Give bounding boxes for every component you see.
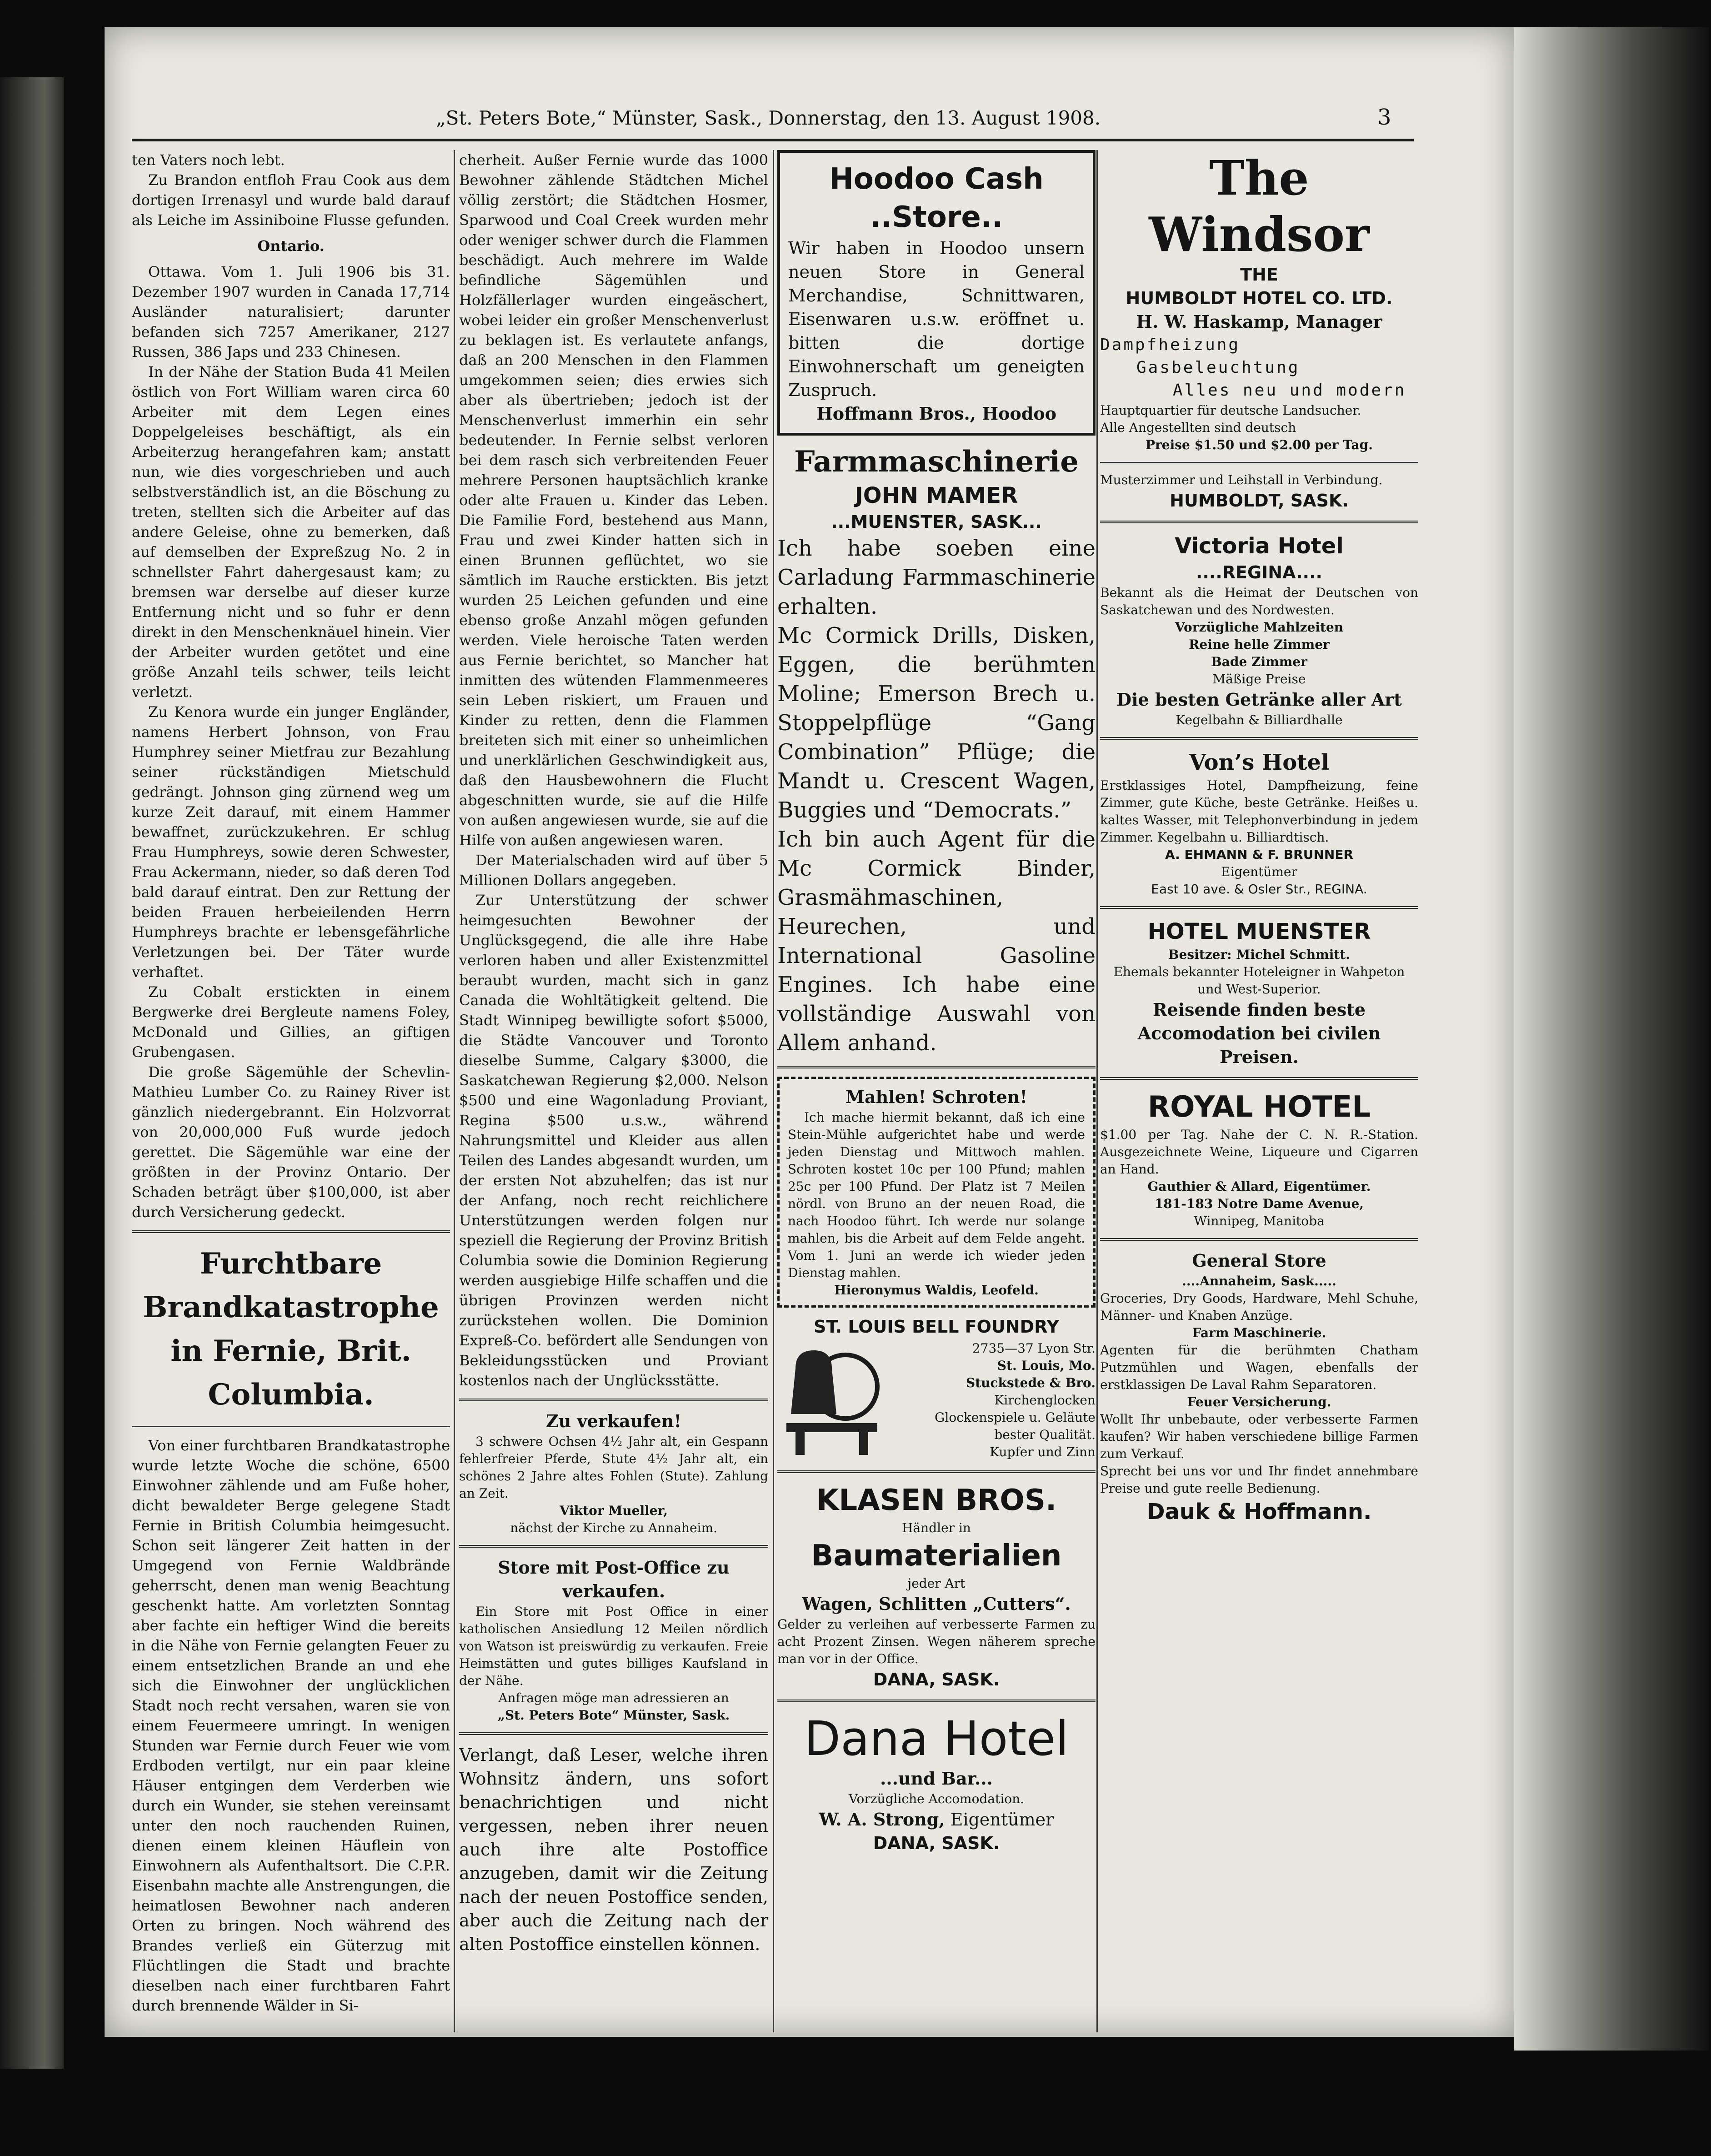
ad-line: Farm Maschinerie. <box>1192 1325 1326 1340</box>
article-text: ten Vaters noch lebt. <box>132 151 285 169</box>
ad-role: Eigentümer <box>1221 864 1297 879</box>
masthead-line: „St. Peters Bote,“ Münster, Sask., Donnerstag, den 13. August 1908. <box>435 107 1101 129</box>
header-rule <box>132 139 1414 141</box>
ad-title: Mahlen! Schroten! <box>845 1087 1028 1107</box>
ad-title: General Store <box>1192 1250 1326 1271</box>
ad-line: Glockenspiele u. Geläute <box>935 1410 1096 1425</box>
ad-name: Viktor Mueller, <box>559 1503 668 1518</box>
page-number: 3 <box>1377 105 1391 130</box>
article-text: Der Materialschaden wird auf über 5 Millionen Dollars angegeben. <box>459 852 768 889</box>
divider <box>132 1230 450 1233</box>
ad-address: East 10 ave. & Osler Str., REGINA. <box>1151 882 1367 897</box>
newspaper-page <box>105 27 1514 2037</box>
ad-title: ROYAL HOTEL <box>1147 1090 1371 1124</box>
ad-line: HUMBOLDT HOTEL CO. LTD. <box>1126 288 1393 308</box>
ad-line: Hauptquartier für deutsche Landsucher. <box>1100 403 1361 418</box>
ad-line: Kegelbahn & Billiardhalle <box>1176 712 1343 727</box>
ad-title: HOTEL MUENSTER <box>1147 919 1371 944</box>
ad-line: Alles neu und modern <box>1173 381 1406 400</box>
ad-st-louis-bell-foundry <box>777 1315 1096 1462</box>
column-4 <box>1100 150 1418 2032</box>
ad-line: Gasbeleuchtung <box>1136 358 1300 377</box>
bell-illustration-icon <box>777 1341 882 1459</box>
column-3 <box>777 150 1096 2032</box>
ad-place: nächst der Kirche zu Annaheim. <box>510 1520 717 1535</box>
ad-place: ....REGINA.... <box>1196 562 1322 582</box>
ad-general-store <box>1100 1249 1418 1526</box>
ad-line: Feuer Versicherung. <box>1187 1394 1331 1409</box>
owner-name: W. A. Strong, <box>819 1809 945 1830</box>
ad-zu-verkaufen <box>459 1409 768 1537</box>
ad-address: 181-183 Notre Dame Avenue, <box>1154 1196 1364 1211</box>
ad-line: Kupfer und Zinn <box>990 1444 1096 1459</box>
ad-store-for-sale <box>459 1556 768 1724</box>
article-text: Zu Cobalt erstickten in einem Bergwerke drei Bergleute namens Foley, McDonald und Gillies, an giftigen Grubengasen. <box>132 983 450 1061</box>
divider <box>459 1545 768 1548</box>
ad-title: Zu verkaufen! <box>545 1411 682 1431</box>
ad-line: H. W. Haskamp, Manager <box>1136 311 1382 332</box>
ad-place: ....Annaheim, Sask..... <box>1182 1274 1336 1289</box>
ad-line: jeder Art <box>907 1576 966 1591</box>
ad-text: Agenten für die berühmten Chatham Putzmühlen und Wagen, ebenfalls der erstklassigen De Laval Rahm Separatoren. <box>1100 1343 1418 1392</box>
ad-owners: A. EHMANN & F. BRUNNER <box>1165 847 1354 862</box>
divider <box>777 1700 1096 1702</box>
ad-title: KLASEN BROS. <box>816 1484 1057 1517</box>
ad-text: $1.00 per Tag. Nahe der C. N. R.-Station. Ausgezeichnete Weine, Liqueure und Cigarren an Hand. <box>1100 1127 1418 1177</box>
owner-role: Eigentümer <box>950 1810 1054 1830</box>
column-divider <box>773 150 774 2032</box>
ad-line: Die besten Getränke aller Art <box>1116 689 1402 710</box>
ad-mahlen-schroten <box>777 1077 1096 1308</box>
section-heading-ontario: Ontario. <box>257 237 325 255</box>
ad-text: Sprecht bei uns vor und Ihr findet annehmbare Preise und gute reelle Bedienung. <box>1100 1464 1418 1496</box>
ad-line: Reine helle Zimmer <box>1189 637 1330 652</box>
ad-line: bester Qualität. <box>994 1427 1096 1442</box>
divider <box>1100 521 1418 523</box>
ad-vons-hotel <box>1100 748 1418 898</box>
previous-page-edge <box>0 77 64 2069</box>
divider <box>777 1470 1096 1473</box>
ad-text: Mc Cormick Drills, Disken, Eggen, die berühmten Moline; Emerson Brech u. Stoppelpflüge “Gang Combination” Pflüge; die Mandt u. Crescent Wagen, Buggies und “Democrats.” <box>777 623 1096 823</box>
ad-text: Wir haben in Hoodoo unsern neuen Store in General Merchandise, Schnittwaren, Eisenwaren u.s.w. eröffnet u. bitten die dortige Einwohnerschaft um geneigten Zuspruch. <box>788 238 1085 400</box>
ad-name: JOHN MAMER <box>855 483 1018 508</box>
ad-hoodoo-cash-store <box>777 150 1096 436</box>
article-text: Die große Sägemühle der Schevlin-Mathieu Lumber Co. zu Rainey River ist gänzlich niedergebrannt. Ein Holzvorrat von 20,000,000 Fuß wurde jedoch gerettet. Die Sägemühle war eine der größten in der Provinz Ontario. Der Schaden beträgt über $100,000, ist aber durch Versicherung gedeckt. <box>132 1063 450 1221</box>
ad-place: ...MUENSTER, SASK... <box>831 512 1042 532</box>
ad-title: Farmmaschinerie <box>794 445 1079 479</box>
ad-text: 3 schwere Ochsen 4½ Jahr alt, ein Gespann fehlerfreier Pferde, Stute 4½ Jahr alt, ein schönes 2 Jahre altes Fohlen (Stute). Zahlung an Zeit. <box>459 1434 768 1501</box>
ad-owner: Besitzer: Michel Schmitt. <box>1168 947 1351 962</box>
column-2 <box>459 150 768 2032</box>
ad-contact: Anfragen möge man adressieren an <box>498 1690 729 1705</box>
ad-text: Ich habe soeben eine Carladung Farmmaschinerie erhalten. <box>777 536 1096 619</box>
ad-owner <box>777 1808 1096 1831</box>
ad-title: Von’s Hotel <box>1189 750 1330 775</box>
ad-place: DANA, SASK. <box>873 1670 1000 1690</box>
ad-hotel-muenster <box>1100 917 1418 1069</box>
article-text: Zu Brandon entfloh Frau Cook aus dem dortigen Irrenasyl und wurde bald darauf als Leiche im Assiniboine Flusse gefunden. <box>132 171 450 229</box>
article-text: cherheit. Außer Fernie wurde das 1000 Bewohner zählende Städtchen Michel völlig zerstört; die Städtchen Hosmer, Sparwood und Coal Creek wurden mehr oder weniger schwer durch die Flammen beschädigt. Auch mehrere im Walde befindliche Sägemühlen und Holzfällerlager wurden eingeäschert, wobei leider ein großer Menschenverlust zu beklagen ist. Es verlautete anfangs, daß an 200 Menschen in den Flammen umgekommen seien; dies erwies sich aber als übertrieben; jedoch ist der Menschenverlust immerhin ein sehr bedeutender. In Fernie selbst verloren bei dem rasch sich verbreitenden Feuer mehrere Personen hauptsächlich kranke oder alte Frauen u. Kinder das Leben. Die Familie Ford, bestehend aus Mann, Frau und zwei Kinder hatten sich in einen Brunnen geflüchtet, wo sie sämtlich im Rauche erstickten. Bis jetzt wurden 25 Leichen gefunden und eine ebenso große Anzahl mögen gefunden werden. Viele heroische Taten werden aus Fernie berichtet, so Mancher hat inmitten des wütenden Flammenmeeres sein Leben riskiert, um Frauen und Kinder zu retten, denn die Flammen breiteten sich mit einer so unheimlichen und unerklärlichen Geschwindigkeit aus, daß den Hausbewohnern die Flucht abgeschnitten wurde, sie auf die Hilfe von außen angewiesen wurde, sie auf die Hilfe von außen angewiesen waren. <box>459 151 768 849</box>
ad-dana-hotel <box>777 1710 1096 1855</box>
divider <box>1100 1077 1418 1080</box>
ad-main: Baumaterialien <box>811 1539 1062 1573</box>
ad-title: Hoodoo Cash ..Store.. <box>829 162 1044 234</box>
ad-line: Ehemals bekannter Hoteleigner in Wahpeton und West-Superior. <box>1113 964 1405 997</box>
ad-title: Victoria Hotel <box>1175 533 1344 559</box>
divider <box>1100 737 1418 740</box>
ad-text: Ich mache hiermit bekannt, daß ich eine Stein-Mühle aufgerichtet habe und werde jeden Dienstag und Mittwoch mahlen. Schroten kostet 10c per 100 Pfund; mahlen 25c per 100 Pfund. Der Platz ist 7 Meilen nördl. von Bruno an der neuen Road, die nach Hoodoo führt. Ich werde nur solange mahlen, bis die Arbeit auf dem Felde angeht. Vom 1. Juni an werde ich wieder jeden Dienstag mahlen. <box>788 1110 1085 1280</box>
ad-text: Bekannt als die Heimat der Deutschen von Saskatchewan und des Nordwesten. <box>1100 585 1418 617</box>
ad-line: ...und Bar... <box>880 1768 993 1789</box>
ad-title: Store mit Post-Office zu verkaufen. <box>498 1557 730 1601</box>
bell-text <box>882 1340 1096 1461</box>
ad-line: Dampfheizung <box>1100 336 1241 354</box>
ad-text: Groceries, Dry Goods, Hardware, Mehl Schuhe, Männer- und Knaben Anzüge. <box>1100 1291 1418 1323</box>
ad-title: The Windsor <box>1149 150 1370 262</box>
ad-city: Winnipeg, Manitoba <box>1194 1213 1325 1228</box>
notice-verlangt: Verlangt, daß Leser, welche ihren Wohnsitz ändern, uns sofort benachrichtigen und nicht vergessen, neben ihrer neuen auch ihre alte Postoffice anzugeben, damit wir die Zeitung nach der neuen Postoffice senden, aber auch die Zeitung nach der alten Postoffice einstellen können. <box>459 1745 768 1954</box>
ad-title: ST. LOUIS BELL FOUNDRY <box>814 1317 1059 1337</box>
ad-line: Mäßige Preise <box>1212 672 1306 687</box>
ad-line: THE <box>1240 265 1278 285</box>
column-1 <box>132 150 450 2032</box>
ad-line: Stuckstede & Bro. <box>966 1375 1096 1390</box>
ad-text: Ein Store mit Post Office in einer katholischen Ansiedlung 12 Meilen nördlich von Watson ist preiswürdig zu verkaufen. Freie Heimstätten und gutes billiges Kaufsland in der Nähe. <box>459 1604 768 1688</box>
ad-line: Bade Zimmer <box>1211 654 1307 669</box>
ad-owners: Gauthier & Allard, Eigentümer. <box>1147 1179 1371 1194</box>
ad-text: Musterzimmer und Leihstall in Verbindung. <box>1100 472 1383 487</box>
article-text: Zur Unterstützung der schwer heimgesuchten Bewohner der Unglücksgegend, die alle ihre Habe verloren haben und aller Existenzmittel beraubt wurden, macht sich in ganz Canada die Wohltätigkeit geltend. Die Stadt Winnipeg bewilligte sofort $5000, die Städte Vancouver und Toronto dieselbe Summe, Calgary $3000, die Saskatchewan Regierung $2,000. Nelson $500 und eine Wagonladung Proviant, Regina $500 u.s.w., während Nahrungsmittel und Kleider aus allen Teilen des Landes abgesandt wurden, um der ersten Not abzuhelfen; das ist nur der Anfang, noch recht reichlichere Unterstützungen werden folgen nur speziell die Regierung der Provinz British Columbia sowie die Dominion Regierung werden ausgiebige Hilfe schaffen und die übrigen Provinzen werden nicht zurückstehen wollen. Die Dominion Expreß-Co. befördert alle Sendungen von Bekleidungsstücken und Proviant kostenlos nach der Unglücksstätte. <box>459 892 768 1389</box>
ad-text: Wollt Ihr unbebaute, oder verbesserte Farmen kaufen? Wir haben verschiedene billige Farmen zum Verkauf. <box>1100 1412 1418 1461</box>
ad-victoria-hotel <box>1100 531 1418 729</box>
ad-text: Reisende finden beste Accomodation bei civilen Preisen. <box>1137 999 1381 1067</box>
fire-headline: Furchtbare Brandkatastrophe in Fernie, Brit. Columbia. <box>143 1247 439 1412</box>
column-divider <box>454 150 455 2032</box>
article-text: Zu Kenora wurde ein junger Engländer, namens Herbert Johnson, von Frau Humphrey seiner Mietfrau zur Bezahlung seiner rückständigen Mietschuld gedrängt. Johnson ging zürnend weg um kurze Zeit darauf, mit einem Hammer bewaffnet, zurückzukehren. Er schlug Frau Humphreys, sowie deren Schwester, Frau Ackermann, nieder, so daß deren Tod bald darauf eintrat. Den zur Rettung der beiden Frauen herbeieilenden Herrn Humphreys brachte er lebensgefährliche Verletzungen bei. Der Täter wurde verhaftet. <box>132 703 450 981</box>
ad-address: „St. Peters Bote“ Münster, Sask. <box>497 1708 730 1723</box>
divider <box>1100 462 1418 463</box>
ad-line: Vorzügliche Accomodation. <box>848 1791 1025 1806</box>
divider <box>777 1066 1096 1068</box>
ad-the-windsor <box>1100 150 1418 512</box>
ad-line: 2735—37 Lyon Str. <box>972 1341 1096 1356</box>
article-text: Ottawa. Vom 1. Juli 1906 bis 31. Dezember 1907 wurden in Canada 17,714 Ausländer naturalisiert; darunter befanden sich 7257 Amerikaner, 2127 Russen, 386 Japs und 233 Chinesen. <box>132 263 450 361</box>
divider <box>132 1426 450 1427</box>
ad-royal-hotel <box>1100 1088 1418 1230</box>
column-divider <box>1096 150 1098 2032</box>
page-stack-edge <box>1514 27 1709 2051</box>
divider <box>1100 906 1418 909</box>
ad-line: Wagen, Schlitten „Cutters“. <box>802 1594 1071 1614</box>
ad-farmmaschinerie <box>777 443 1096 1058</box>
ad-line: Kirchenglocken <box>994 1393 1096 1408</box>
divider <box>1100 1238 1418 1241</box>
divider <box>459 1732 768 1735</box>
ad-text: Gelder zu verleihen auf verbesserte Farmen zu acht Prozent Zinsen. Wegen näherem spreche man vor in der Office. <box>777 1617 1096 1666</box>
ad-text: Erstklassiges Hotel, Dampfheizung, feine Zimmer, gute Küche, beste Getränke. Heißes u. kaltes Wasser, mit Telephonverbindung in jedem Zimmer. Kegelbahn u. Billiardtisch. <box>1100 778 1418 845</box>
ad-place: DANA, SASK. <box>873 1833 1000 1853</box>
ad-line: Händler in <box>902 1520 971 1535</box>
article-text: In der Nähe der Station Buda 41 Meilen östlich von Fort William waren circa 60 Arbeiter mit dem Legen eines Doppelgeleises beschäftigt, als ein Arbeiterzug herangefahren kam; anstatt nun, wie dies vorgeschrieben und auch selbstverständlich ist, an die Böschung zu treten, stellten sich die Arbeiter auf das andere Geleise, ohne zu bemerken, daß auf demselben der Expreßzug No. 2 in schnellster Fahrt dahergesaust kam; zu bremsen war derselbe auf dieser kurze Entfernung nicht und so fuhr er denn direkt in den Menschenknäuel hinein. Vier der Arbeiter wurden getötet und eine größe Anzahl teils schwer, teils leicht verletzt. <box>132 363 450 701</box>
ad-title: Dana Hotel <box>804 1711 1069 1766</box>
ad-line: Preise $1.50 und $2.00 per Tag. <box>1146 437 1373 452</box>
ad-line: Alle Angestellten sind deutsch <box>1100 420 1296 435</box>
ad-line: Vorzügliche Mahlzeiten <box>1175 620 1344 635</box>
ad-signature: Hoffmann Bros., Hoodoo <box>816 403 1057 424</box>
article-text: Von einer furchtbaren Brandkatastrophe wurde letzte Woche die schöne, 6500 Einwohner zählende und am Fuße hoher, dicht bewaldeter Berge gelegene Stadt Fernie in British Columbia heimgesucht. Schon seit längerer Zeit hatten in der Umgegend von Fernie Waldbrände geherrscht, denen man wenig Beachtung geschenkt hatte. Am vorletzten Sonntag aber fachte ein heftiger Wind die bereits in die Nähe von Fernie gelangten Feuer zu einem entsetzlichen Brande an und ehe sich die Einwohner der unglücklichen Stadt noch recht versahen, waren sie von einem Feuermeere umringt. In wenigen Stunden war Fernie durch Feuer wie vom Erdboden vertilgt, nur ein paar kleine Häuser entgingen dem Verderben wie durch ein Wunder, sie stehen vereinsamt unter den noch rauchenden Ruinen, dienen einem kleinen Häuflein von Einwohnern als Aufenthaltsort. Die C.P.R. Eisenbahn machte alle Anstrengungen, die heimatlosen Bewohner nach anderen Orten zu bringen. Noch während des Brandes verließ ein Güterzug mit Flüchtlingen die Stadt und brachte dieselben nach einer furchtbaren Fahrt durch brennende Wälder in Si- <box>132 1437 450 2014</box>
bell-block <box>777 1339 1096 1462</box>
ad-text: Ich bin auch Agent für die Mc Cormick Binder, Grasmähmaschinen, Heurechen, und International Gasoline Engines. Ich habe eine vollständige Auswahl von Allem anhand. <box>777 827 1096 1056</box>
ad-signature: Hieronymus Waldis, Leofeld. <box>834 1283 1039 1298</box>
divider <box>459 1399 768 1401</box>
ad-klasen-bros <box>777 1481 1096 1691</box>
ad-place: HUMBOLDT, SASK. <box>1170 491 1349 511</box>
ad-signature: Dauk & Hoffmann. <box>1146 1499 1372 1524</box>
ad-line: St. Louis, Mo. <box>997 1358 1096 1373</box>
